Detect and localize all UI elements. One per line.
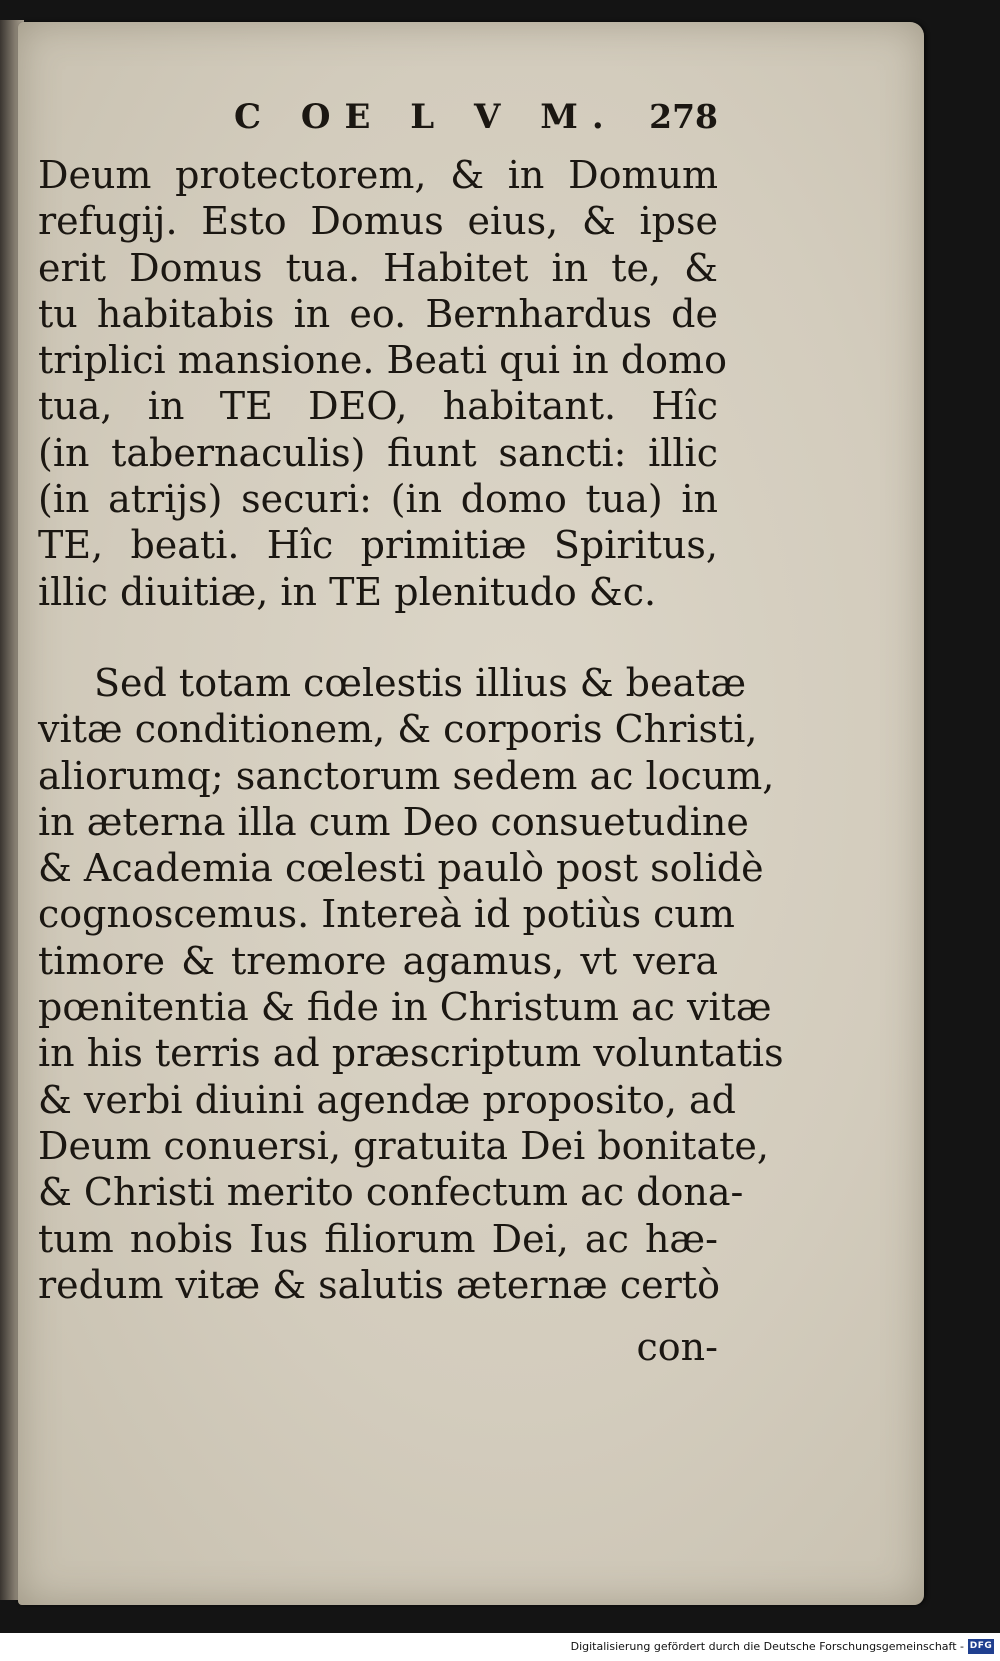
text-line: timore & tremore agamus, vt vera: [38, 938, 718, 983]
text-line: tum nobis Ius filiorum Dei, ac hæ-: [38, 1216, 718, 1261]
text-line: Sed totam cœlestis illius & beatæ: [94, 661, 747, 705]
running-title: C OE L V M.: [234, 97, 618, 137]
text-line: TE, beati. Hîc primitiæ Spiritus,: [38, 523, 718, 568]
text-line: Deum protectorem, & in Domum: [38, 153, 718, 197]
text-line: vitæ conditionem, & corporis Christi,: [38, 707, 758, 752]
text-line: & Academia cœlesti paulò post solidè: [38, 846, 764, 891]
text-line: in æterna illa cum Deo consuetudine: [38, 799, 749, 844]
text-line: tu habitabis in eo. Bernhardus de: [38, 291, 718, 336]
text-line: pœnitentia & fide in Christum ac vitæ: [38, 985, 772, 1030]
text-line: illic diuitiæ, in TE plenitudo &c.: [38, 569, 657, 614]
text-line: erit Domus tua. Habitet in te, &: [38, 245, 718, 290]
text-line: tua, in TE DEO, habitant. Hîc: [38, 384, 718, 429]
running-head: [38, 92, 718, 142]
digitization-footer: [0, 1633, 1000, 1661]
paragraph-1: [38, 152, 727, 615]
book-page: [18, 22, 924, 1605]
catchword: con-: [636, 1325, 718, 1369]
text-line: aliorumq; sanctorum sedem ac locum,: [38, 753, 775, 798]
text-line: in his terris ad præscriptum voluntatis: [38, 1031, 784, 1076]
text-line: (in atrijs) securi: (in domo tua) in: [38, 477, 718, 522]
text-block: [38, 22, 784, 1605]
funding-credit: Digitalisierung gefördert durch die Deutsche Forschungsgemeinschaft -: [570, 1640, 964, 1653]
text-line: (in tabernaculis) fiunt sancti: illic: [38, 430, 718, 475]
page-number: 278: [649, 97, 718, 136]
text-line: redum vitæ & salutis æternæ certò: [38, 1262, 720, 1307]
text-line: & Christi merito confectum ac dona-: [38, 1170, 744, 1215]
text-line: cognoscemus. Intereà id potiùs cum: [38, 892, 735, 937]
text-line: & verbi diuini agendæ proposito, ad: [38, 1077, 736, 1122]
paragraph-2: [38, 660, 784, 1308]
text-line: Deum conuersi, gratuita Dei bonitate,: [38, 1123, 769, 1168]
text-line: refugij. Esto Domus eius, & ipse: [38, 199, 718, 244]
dfg-logo-icon: DFG: [968, 1639, 994, 1654]
text-line: triplici mansione. Beati qui in domo: [38, 338, 727, 383]
